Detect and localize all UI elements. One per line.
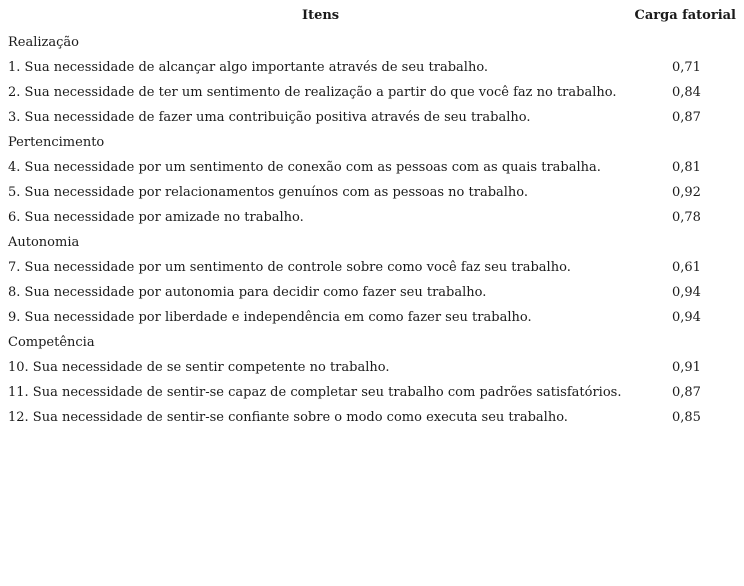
item-loading: 0,84: [672, 85, 701, 100]
item-text: 2. Sua necessidade de ter um sentimento de realização a partir do que você faz no trabalho.: [8, 85, 617, 100]
item-text: 8. Sua necessidade por autonomia para decidir como fazer seu trabalho.: [8, 285, 487, 300]
table-row: [0, 80, 744, 105]
table-row: [0, 405, 744, 430]
item-text: 4. Sua necessidade por um sentimento de conexão com as pessoas com as quais trabalha.: [8, 160, 601, 175]
table-row: [0, 155, 744, 180]
item-text: 6. Sua necessidade por amizade no trabalho.: [8, 210, 304, 225]
item-loading: 0,91: [672, 360, 701, 375]
table-row: [0, 305, 744, 330]
item-loading: 0,85: [672, 410, 701, 425]
item-text: 10. Sua necessidade de se sentir competente no trabalho.: [8, 360, 390, 375]
item-text: 1. Sua necessidade de alcançar algo importante através de seu trabalho.: [8, 60, 489, 75]
item-loading: 0,92: [672, 185, 701, 200]
table-row: [0, 205, 744, 230]
item-loading: 0,78: [672, 210, 701, 225]
item-loading: 0,94: [672, 310, 701, 325]
table-row: [0, 280, 744, 305]
item-text: 9. Sua necessidade por liberdade e independência em como fazer seu trabalho.: [8, 310, 532, 325]
group-title: Realização: [8, 35, 80, 50]
item-text: 11. Sua necessidade de sentir-se capaz de completar seu trabalho com padrões satisfatórios.: [8, 385, 622, 400]
group-title-row: [0, 230, 744, 255]
table-row: [0, 355, 744, 380]
item-text: 3. Sua necessidade de fazer uma contribuição positiva através de seu trabalho.: [8, 110, 531, 125]
group-title: Competência: [8, 335, 95, 350]
item-loading: 0,87: [672, 110, 701, 125]
table-row: [0, 180, 744, 205]
table-row: [0, 255, 744, 280]
group-title-row: [0, 330, 744, 355]
items-column-header: Itens: [302, 8, 340, 23]
group-title-row: [0, 30, 744, 55]
item-loading: 0,61: [672, 260, 701, 275]
group-title-row: [0, 130, 744, 155]
table-header: [0, 0, 744, 30]
item-text: 12. Sua necessidade de sentir-se confiante sobre o modo como executa seu trabalho.: [8, 410, 568, 425]
item-loading: 0,71: [672, 60, 701, 75]
item-loading: 0,87: [672, 385, 701, 400]
item-loading: 0,94: [672, 285, 701, 300]
table-row: [0, 380, 744, 405]
table-row: [0, 55, 744, 80]
group-title: Pertencimento: [8, 135, 105, 150]
item-text: 7. Sua necessidade por um sentimento de controle sobre como você faz seu trabalho.: [8, 260, 571, 275]
group-title: Autonomia: [8, 235, 80, 250]
loading-column-header: Carga fatorial: [634, 8, 736, 23]
item-loading: 0,81: [672, 160, 701, 175]
item-text: 5. Sua necessidade por relacionamentos genuínos com as pessoas no trabalho.: [8, 185, 529, 200]
table-row: [0, 105, 744, 130]
